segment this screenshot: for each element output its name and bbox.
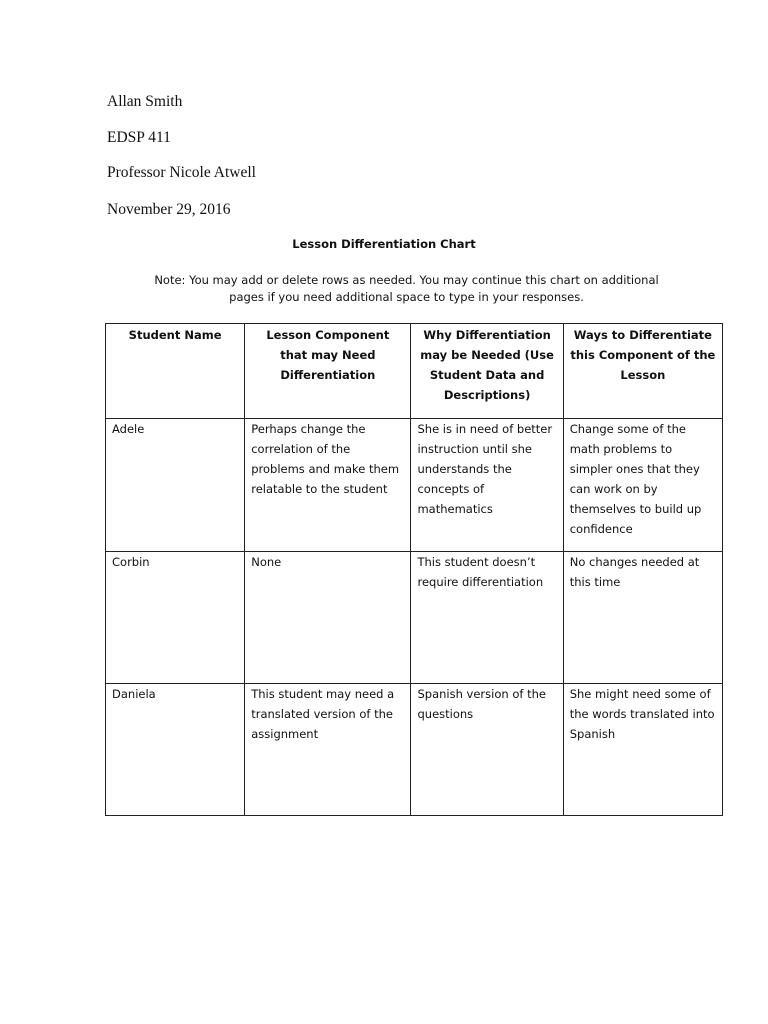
cell-ways: No changes needed at this time: [563, 552, 722, 684]
table-row: [106, 552, 723, 684]
differentiation-chart: [105, 323, 723, 816]
cell-why: Spanish version of the questions: [411, 684, 563, 816]
table-row: [106, 419, 723, 552]
cell-student: Corbin: [106, 552, 245, 684]
header-ways-to-differentiate: Ways to Differentiate this Component of the Lesson: [563, 324, 722, 419]
cell-component: Perhaps change the correlation of the problems and make them relatable to the student: [245, 419, 411, 552]
cell-student: Daniela: [106, 684, 245, 816]
note-text-line-1: You may add or delete rows as needed. You may continue this chart on additional: [189, 273, 659, 287]
note-text-line-2: pages if you need additional space to type in your responses.: [229, 290, 584, 304]
cell-component: This student may need a translated version of the assignment: [245, 684, 411, 816]
table-row: [106, 684, 723, 816]
cell-component: None: [245, 552, 411, 684]
table-header-row: [106, 324, 723, 419]
cell-why: This student doesn’t require differentiation: [411, 552, 563, 684]
professor-name: Professor Nicole Atwell: [107, 164, 256, 181]
document-title: Lesson Differentiation Chart: [292, 237, 476, 251]
cell-student: Adele: [106, 419, 245, 552]
cell-ways: She might need some of the words translated into Spanish: [563, 684, 722, 816]
document-date: November 29, 2016: [107, 201, 231, 218]
header-student-name: Student Name: [106, 324, 245, 419]
course-code: EDSP 411: [107, 129, 171, 146]
author-name: Allan Smith: [107, 93, 183, 110]
note-label: Note:: [154, 273, 186, 287]
header-why-differentiation: Why Differentiation may be Needed (Use Student Data and Descriptions): [411, 324, 563, 419]
cell-ways: Change some of the math problems to simpler ones that they can work on by themselves to build up confidence: [563, 419, 722, 552]
header-lesson-component: Lesson Component that may Need Differentiation: [245, 324, 411, 419]
cell-why: She is in need of better instruction until she understands the concepts of mathematics: [411, 419, 563, 552]
instruction-note: [114, 272, 699, 306]
